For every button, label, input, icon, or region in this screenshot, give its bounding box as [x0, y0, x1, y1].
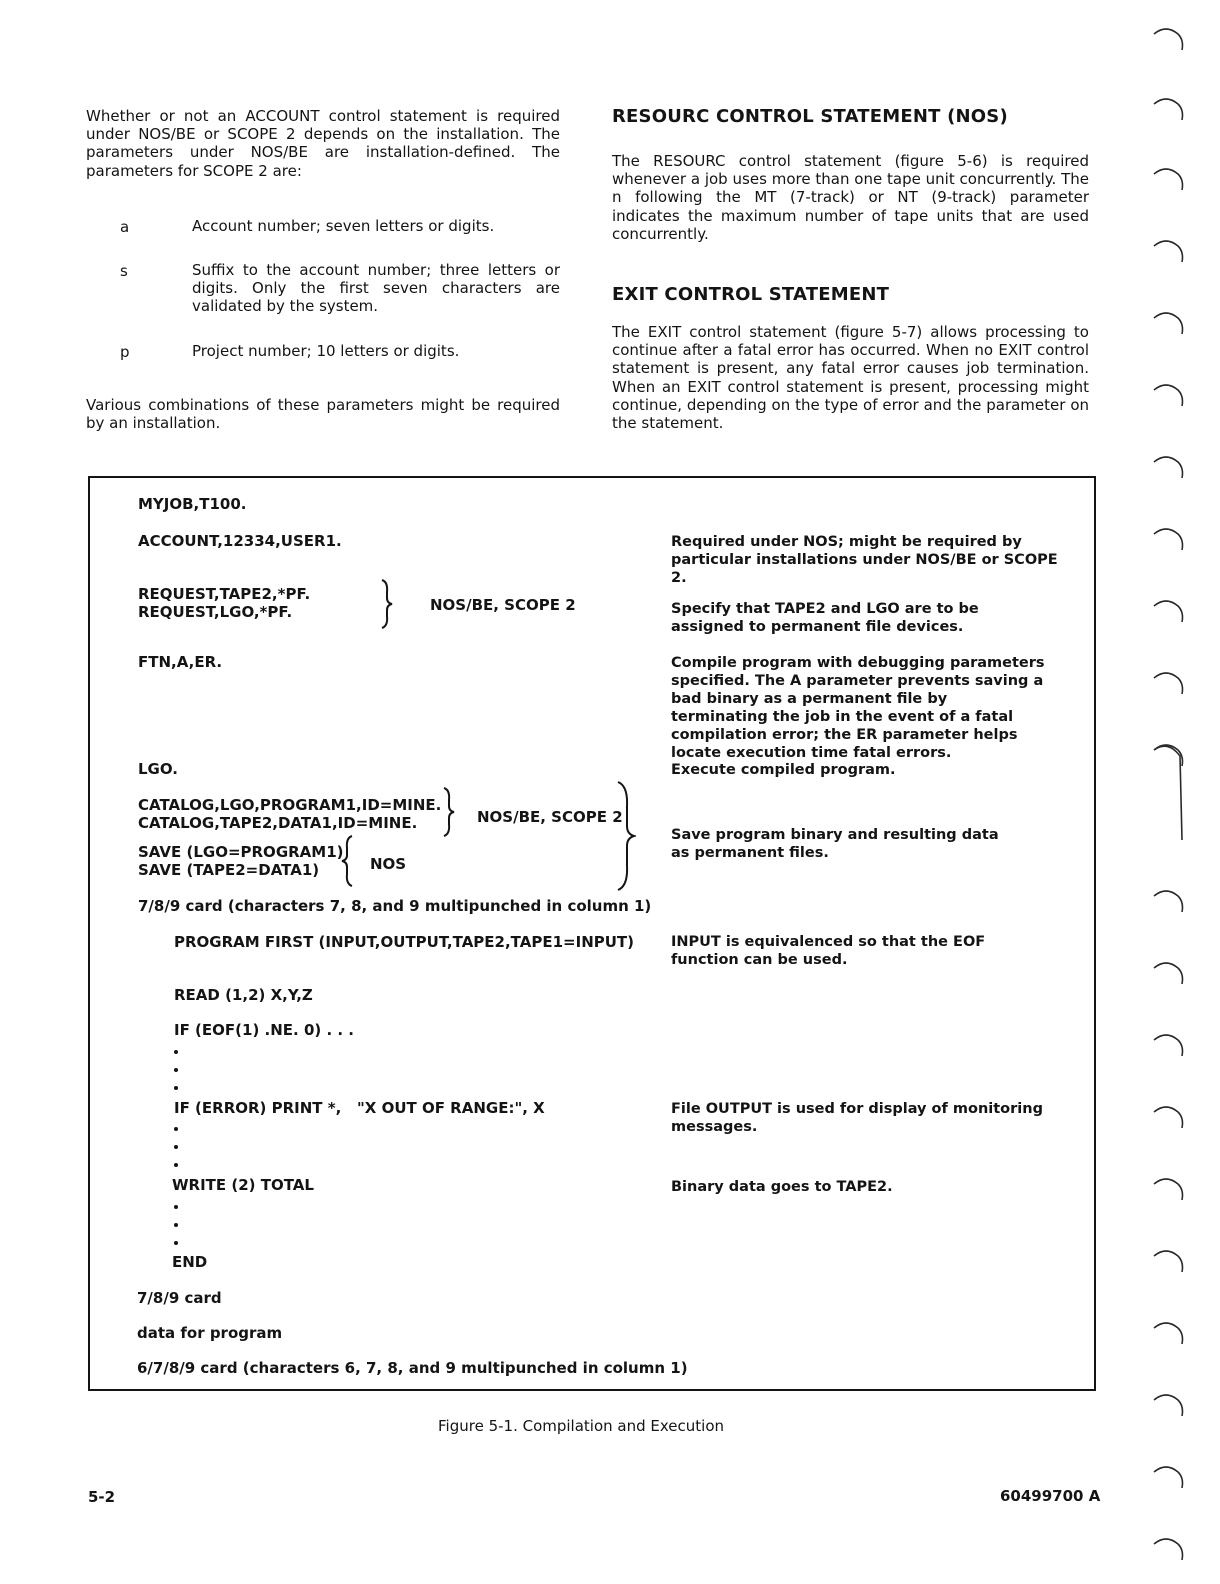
request-brace-label: NOS/BE, SCOPE 2: [430, 596, 576, 614]
binding-edge-mark: [1154, 313, 1183, 334]
ellipsis-dot: [174, 1068, 178, 1072]
line-if-error: IF (ERROR) PRINT *, "X OUT OF RANGE:", X: [174, 1099, 545, 1117]
line-account: ACCOUNT,12334,USER1.: [138, 532, 342, 550]
exit-heading: EXIT CONTROL STATEMENT: [612, 284, 890, 305]
binding-edge-mark: [1154, 1035, 1183, 1056]
line-read: READ (1,2) X,Y,Z: [174, 986, 313, 1004]
line-789-card-b: 7/8/9 card: [137, 1289, 222, 1307]
binding-edge-mark: [1154, 1179, 1183, 1200]
line-request-lgo: REQUEST,LGO,*PF.: [138, 603, 293, 621]
figure-caption: Figure 5-1. Compilation and Execution: [438, 1417, 725, 1435]
line-save-data1: SAVE (TAPE2=DATA1): [138, 861, 320, 879]
account-intro-paragraph: Whether or not an ACCOUNT control statement is required under NOS/BE or SCOPE 2 depends on the installation. The parameters under NOS/BE are installation-defined. The parameters for SCOPE 2 are:: [86, 107, 560, 180]
save-brace: [340, 834, 356, 888]
exit-paragraph: The EXIT control statement (figure 5-7) allows processing to continue after a fatal error has occurred. When no EXIT control statement is present, any fatal error causes job termination. When an EXIT control statement is present, processing might continue, depending on the type of error and the parameter on the statement.: [612, 323, 1089, 433]
param-key-a: a: [120, 218, 130, 236]
line-data-for-program: data for program: [137, 1324, 283, 1342]
ellipsis-dot: [174, 1205, 178, 1209]
line-lgo: LGO.: [138, 760, 178, 778]
binding-edge-mark: [1154, 29, 1183, 50]
binding-edge-mark: [1154, 1467, 1183, 1488]
binding-edge-mark: [1154, 1539, 1183, 1560]
note-account: Required under NOS; might be required by particular installations under NOS/BE or SCOPE 2.: [671, 534, 1058, 586]
line-end: END: [172, 1253, 208, 1271]
binding-edge-mark: [1154, 1395, 1183, 1416]
line-myjob: MYJOB,T100.: [138, 495, 247, 513]
catalog-brace: [440, 786, 456, 838]
catalog-save-brace: [614, 780, 636, 892]
binding-edge-mark: [1154, 169, 1183, 190]
combinations-paragraph: Various combinations of these parameters might be required by an installation.: [86, 396, 560, 433]
ellipsis-dot: [174, 1050, 178, 1054]
note-request: Specify that TAPE2 and LGO are to be assigned to permanent file devices.: [671, 601, 979, 635]
save-brace-label: NOS: [370, 855, 407, 873]
document-number: 60499700 A: [1000, 1487, 1101, 1505]
line-catalog-lgo: CATALOG,LGO,PROGRAM1,ID=MINE.: [138, 796, 442, 814]
line-if-eof: IF (EOF(1) .NE. 0) . . .: [174, 1021, 354, 1039]
ellipsis-dot: [174, 1223, 178, 1227]
param-key-s: s: [120, 262, 128, 280]
note-input: INPUT is equivalenced so that the EOF function can be used.: [671, 934, 986, 968]
note-output: File OUTPUT is used for display of monitoring messages.: [671, 1101, 1043, 1135]
binding-edge-mark: [1154, 385, 1183, 406]
binding-edge-mark: [1154, 1251, 1183, 1272]
binding-edge-marks: [1148, 0, 1208, 1584]
binding-edge-mark: [1154, 963, 1183, 984]
param-text-s: Suffix to the account number; three letters or digits. Only the first seven characters are validated by the system.: [192, 261, 560, 316]
binding-edge-mark: [1154, 746, 1182, 840]
line-write: WRITE (2) TOTAL: [172, 1176, 314, 1194]
line-request-tape2: REQUEST,TAPE2,*PF.: [138, 585, 311, 603]
binding-edge-mark: [1154, 1323, 1183, 1344]
note-lgo: Execute compiled program.: [671, 762, 896, 778]
line-6789-card: 6/7/8/9 card (characters 6, 7, 8, and 9 multipunched in column 1): [137, 1359, 688, 1377]
binding-edge-mark: [1154, 457, 1183, 478]
ellipsis-dot: [174, 1145, 178, 1149]
page-number: 5-2: [88, 1488, 116, 1506]
note-binary: Binary data goes to TAPE2.: [671, 1179, 893, 1195]
resourc-paragraph: The RESOURC control statement (figure 5-6) is required whenever a job uses more than one tape unit concurrently. The n following the MT (7-track) or NT (9-track) parameter indicates the maximum number of tape units that are used concurrently.: [612, 152, 1089, 243]
param-text-p: Project number; 10 letters or digits.: [192, 342, 460, 360]
request-brace: [378, 578, 394, 630]
binding-edge-mark: [1154, 1107, 1183, 1128]
ellipsis-dot: [174, 1163, 178, 1167]
binding-edge-mark: [1154, 529, 1183, 550]
param-text-a: Account number; seven letters or digits.: [192, 217, 495, 235]
line-catalog-tape2: CATALOG,TAPE2,DATA1,ID=MINE.: [138, 814, 418, 832]
binding-edge-mark: [1154, 673, 1183, 694]
line-save-program1: SAVE (LGO=PROGRAM1): [138, 843, 344, 861]
ellipsis-dot: [174, 1086, 178, 1090]
line-ftn: FTN,A,ER.: [138, 653, 223, 671]
binding-edge-mark: [1154, 99, 1183, 120]
catalog-brace-label: NOS/BE, SCOPE 2: [477, 808, 623, 826]
note-save: Save program binary and resulting data as permanent files.: [671, 827, 999, 861]
resourc-heading: RESOURC CONTROL STATEMENT (NOS): [612, 106, 1008, 127]
note-ftn: Compile program with debugging parameters specified. The A parameter prevents saving a bad binary as a permanent file by terminating the job in the event of a fatal compilation error; the ER parameter helps locate execution time fatal errors.: [671, 655, 1045, 761]
line-program: PROGRAM FIRST (INPUT,OUTPUT,TAPE2,TAPE1=INPUT): [174, 933, 635, 951]
binding-edge-mark: [1154, 601, 1183, 622]
ellipsis-dot: [174, 1127, 178, 1131]
binding-edge-mark: [1154, 891, 1183, 912]
ellipsis-dot: [174, 1241, 178, 1245]
line-789-card: 7/8/9 card (characters 7, 8, and 9 multipunched in column 1): [138, 897, 652, 915]
binding-edge-mark: [1154, 241, 1183, 262]
param-key-p: p: [120, 343, 130, 361]
